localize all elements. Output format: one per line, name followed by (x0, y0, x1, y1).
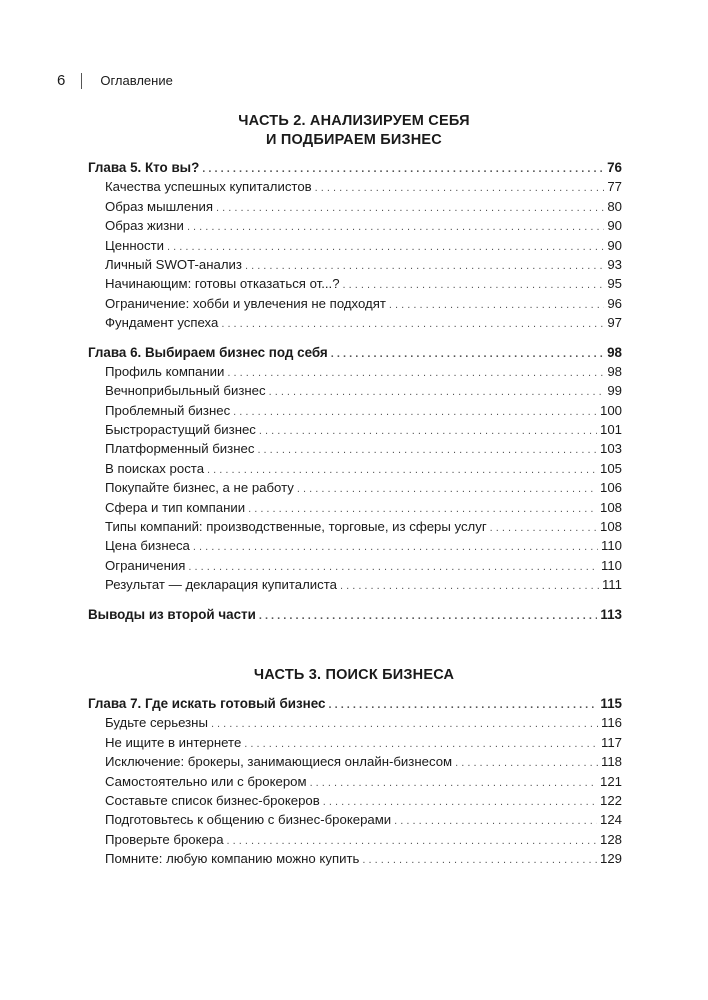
toc-chapter-5[interactable] (88, 160, 622, 179)
entry-title: Проверьте брокера (105, 831, 224, 847)
entry-title: Качества успешных купиталистов (105, 179, 312, 195)
page-ref: 110 (600, 557, 622, 573)
page-ref: 90 (607, 218, 622, 234)
entry-title: Образ мышления (105, 198, 213, 214)
page-ref: 80 (607, 198, 622, 214)
toc-entry[interactable] (88, 441, 622, 460)
dot-leader (455, 757, 598, 769)
toc-entry[interactable] (88, 257, 622, 276)
toc-part3 (88, 696, 622, 871)
dot-leader (216, 202, 604, 214)
toc-entry[interactable] (88, 480, 622, 499)
entry-title: Помните: любую компанию можно купить (105, 851, 360, 867)
page-ref: 128 (599, 831, 622, 847)
page-ref: 118 (600, 754, 622, 770)
entry-title: Составьте список бизнес-брокеров (105, 792, 320, 808)
dot-leader (331, 348, 604, 360)
dot-leader (259, 610, 598, 622)
page-ref: 99 (607, 383, 622, 399)
toc-entry[interactable] (88, 403, 622, 422)
entry-title: Быстрорастущий бизнес (105, 422, 256, 438)
toc-entry[interactable] (88, 461, 622, 480)
entry-title: Самостоятельно или с брокером (105, 773, 307, 789)
toc-entry[interactable] (88, 276, 622, 295)
entry-title: Не ищите в интернете (105, 734, 242, 750)
toc-entry[interactable] (88, 179, 622, 198)
toc-entry[interactable] (88, 364, 622, 383)
chapter-title: Выводы из второй части (88, 606, 256, 622)
dot-leader (221, 318, 604, 330)
page-ref: 129 (599, 851, 622, 867)
dot-leader (167, 241, 604, 253)
entry-title: Исключение: брокеры, занимающиеся онлайн-бизнесом (105, 754, 453, 770)
dot-leader (323, 796, 597, 808)
page-ref: 95 (607, 276, 622, 292)
entry-title: Платформенный бизнес (105, 441, 255, 457)
page-ref: 121 (599, 773, 622, 789)
page-ref: 110 (600, 538, 622, 554)
toc-entry[interactable] (88, 793, 622, 812)
toc-conclusions[interactable] (88, 607, 622, 626)
page-ref: 76 (607, 160, 622, 175)
entry-title: В поисках роста (105, 460, 205, 476)
dot-leader (227, 367, 604, 379)
page-ref: 117 (600, 734, 622, 750)
toc-chapter-6[interactable] (88, 345, 622, 364)
entry-title: Сфера и тип компании (105, 499, 246, 515)
dot-leader (340, 580, 599, 592)
toc-entry[interactable] (88, 199, 622, 218)
page-ref: 122 (599, 792, 622, 808)
dot-leader (248, 503, 597, 515)
entry-title: Начинающим: готовы отказаться от...? (105, 276, 340, 292)
page-number: 6 (57, 72, 66, 89)
page-ref: 90 (607, 237, 622, 253)
dot-leader (315, 182, 605, 194)
entry-title: Цена бизнеса (105, 538, 190, 554)
page-ref: 108 (599, 519, 622, 535)
dot-leader (202, 163, 604, 175)
part2-title-line1: ЧАСТЬ 2. АНАЛИЗИРУЕМ СЕБЯ (238, 113, 470, 129)
entry-title: Будьте серьезны (105, 715, 208, 731)
entry-title: Вечноприбыльный бизнес (105, 383, 266, 399)
part3-title: ЧАСТЬ 3. ПОИСК БИЗНЕСА (253, 667, 455, 683)
dot-leader (193, 541, 598, 553)
page-ref: 105 (599, 460, 622, 476)
page-ref: 115 (600, 696, 622, 711)
dot-leader (245, 260, 604, 272)
entry-title: Проблемный бизнес (105, 402, 231, 418)
dot-leader (343, 279, 605, 291)
toc-entry[interactable] (88, 558, 622, 577)
toc-entry[interactable] (88, 851, 622, 870)
page-ref: 93 (607, 256, 622, 272)
entry-title: Фундамент успеха (105, 315, 219, 331)
part2-heading (0, 112, 708, 150)
chapter-title: Глава 7. Где искать готовый бизнес (88, 696, 326, 711)
toc-entry[interactable] (88, 296, 622, 315)
section-title: Оглавление (100, 73, 173, 88)
toc-entry[interactable] (88, 315, 622, 334)
dot-leader (257, 444, 597, 456)
entry-title: Ограничение: хобби и увлечения не подходят (105, 295, 386, 311)
toc-entry[interactable] (88, 500, 622, 519)
toc-entry[interactable] (88, 538, 622, 557)
dot-leader (211, 718, 598, 730)
page-ref: 98 (607, 344, 622, 360)
toc-entry[interactable] (88, 812, 622, 831)
toc-entry[interactable] (88, 218, 622, 237)
toc-entry[interactable] (88, 715, 622, 734)
page-ref: 96 (607, 295, 622, 311)
dot-leader (394, 815, 597, 827)
page-ref: 100 (599, 402, 622, 418)
dot-leader (362, 854, 597, 866)
toc-entry[interactable] (88, 422, 622, 441)
toc-entry[interactable] (88, 774, 622, 793)
toc-entry[interactable] (88, 754, 622, 773)
page-ref: 103 (599, 441, 622, 457)
dot-leader (233, 406, 597, 418)
toc-entry[interactable] (88, 735, 622, 754)
dot-leader (328, 699, 597, 711)
entry-title: Ограничения (105, 557, 186, 573)
part3-heading (0, 666, 708, 685)
page-ref: 101 (599, 422, 622, 438)
entry-title: Профиль компании (105, 363, 225, 379)
chapter-title: Глава 5. Кто вы? (88, 160, 200, 175)
dot-leader (269, 386, 605, 398)
dot-leader (259, 425, 597, 437)
chapter-title: Глава 6. Выбираем бизнес под себя (88, 344, 328, 360)
header-divider (81, 73, 82, 89)
entry-title: Образ жизни (105, 218, 184, 234)
entry-title: Типы компаний: производственные, торговые, из сферы услуг (105, 519, 487, 535)
page-ref: 77 (607, 179, 622, 195)
page-ref: 116 (600, 715, 622, 731)
page-ref: 106 (599, 480, 622, 496)
dot-leader (310, 777, 597, 789)
page-ref: 98 (607, 363, 622, 379)
dot-leader (297, 483, 597, 495)
entry-title: Ценности (105, 237, 164, 253)
page-ref: 97 (607, 315, 622, 331)
entry-title: Покупайте бизнес, а не работу (105, 480, 294, 496)
running-head (57, 72, 173, 89)
toc-chapter-7[interactable] (88, 696, 622, 715)
toc-entry[interactable] (88, 832, 622, 851)
page-ref: 113 (600, 606, 622, 622)
toc-entry[interactable] (88, 577, 622, 596)
dot-leader (207, 464, 597, 476)
dot-leader (490, 522, 597, 534)
entry-title: Подготовьтесь к общению с бизнес-брокерами (105, 812, 392, 828)
dot-leader (188, 561, 598, 573)
toc-part2 (88, 160, 622, 626)
entry-title: Результат — декларация купиталиста (105, 577, 337, 593)
dot-leader (244, 738, 598, 750)
toc-entry[interactable] (88, 383, 622, 402)
page-ref: 124 (599, 812, 622, 828)
part2-title-line2: И ПОДБИРАЕМ БИЗНЕС (266, 132, 442, 148)
dot-leader (187, 221, 604, 233)
toc-entry[interactable] (88, 519, 622, 538)
dot-leader (227, 835, 597, 847)
dot-leader (389, 299, 604, 311)
page-ref: 111 (601, 577, 622, 593)
toc-entry[interactable] (88, 238, 622, 257)
page-ref: 108 (599, 499, 622, 515)
entry-title: Личный SWOT-анализ (105, 256, 242, 272)
